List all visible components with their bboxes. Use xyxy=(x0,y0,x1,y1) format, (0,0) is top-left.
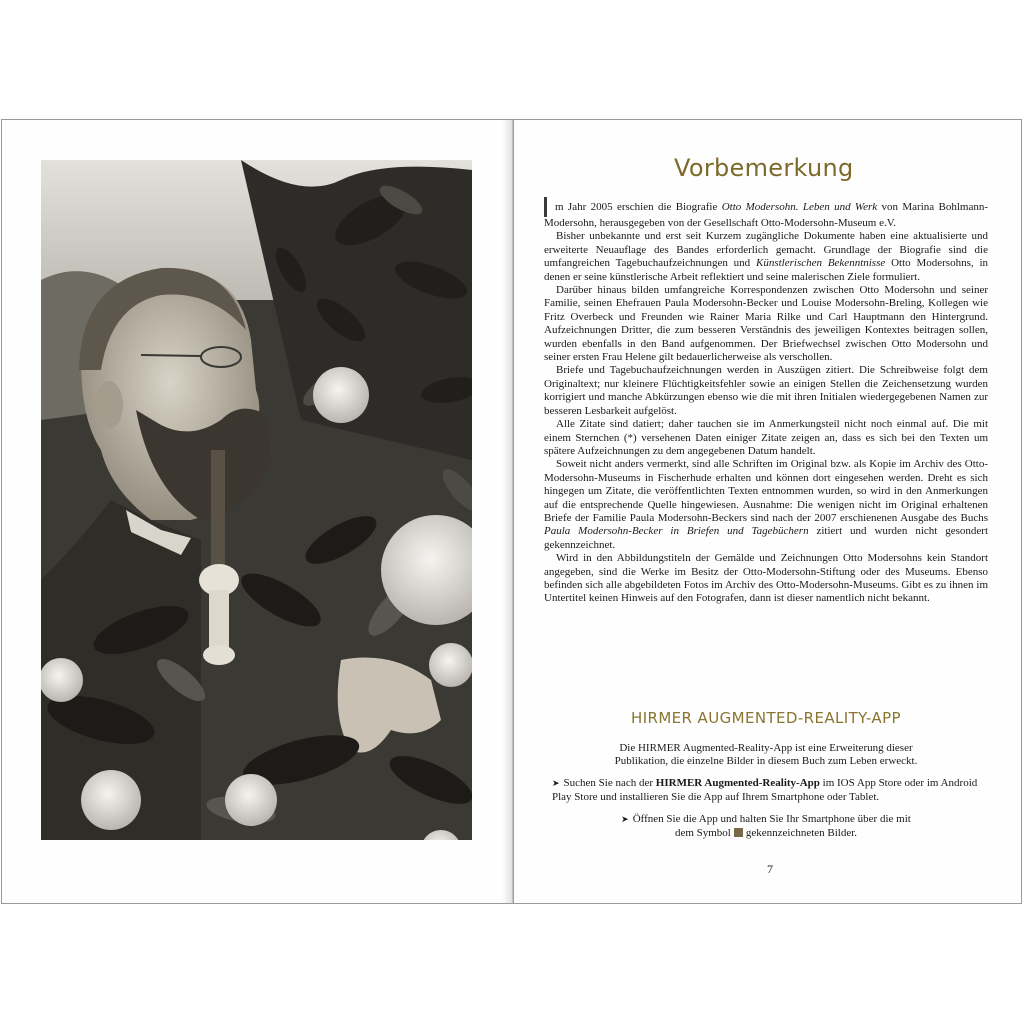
ar-app-heading: HIRMER AUGMENTED-REALITY-APP xyxy=(631,709,901,727)
dropcap-letter xyxy=(544,197,553,217)
paragraph-2: Bisher unbekannte und erst seit Kurzem zugängliche Dokumente haben eine aktualisierte und erweiterte Neuauflage des Bandes erforderlich gemacht. Grundlage der Biografie sind die umfangreichen Tagebuchaufzeichnungen und Künstlerischen Bekenntnisse Otto Modersohns, in denen er seine künstlerische Arbeit reflektiert und seine malerischen Ziele formuliert. xyxy=(544,230,988,283)
ar-app-section xyxy=(544,742,988,848)
work-title: Künstlerischen Bekenntnisse xyxy=(756,257,886,270)
right-page xyxy=(514,120,1021,903)
paragraph-6: Soweit nicht anders vermerkt, sind alle Schriften im Original bzw. als Kopie im Archiv des Otto-Modersohn-Museums in Fischerhude erhalten und können dort eingesehen werden. Dreht es sich hingegen um Zitate, die veröffentlichten Texten entnommen wurden, so wird in den Anmerkungen auf die entsprechende Quelle hingewiesen. Ausnahme: Die wenigen nicht im Original erhaltenen Briefe der Familie Paula Modersohn-Beckers sind nach der 2007 erschienenen Ausgabe des Buchs Paula Modersohn-Becker in Briefen und Tagebüchern zitiert und wurden nicht gesondert gekennzeichnet. xyxy=(544,458,989,551)
book-title: Otto Modersohn. Leben und Werk xyxy=(721,201,878,213)
paragraph-1: m Jahr 2005 erschien die Biografie Otto Modersohn. Leben und Werk von Marina Bohlmann-Modersohn, herausgegeben von der Gesellschaft Otto-Modersohn-Museum e.V. xyxy=(544,197,988,230)
ar-instruction-1: ➤ Suchen Sie nach der HIRMER Augmented-Reality-App im IOS App Store oder im Android Play Store und installieren Sie die App auf Ihrem Smartphone oder Tablet. xyxy=(552,776,978,804)
paragraph-4: Briefe und Tagebuchaufzeichnungen werden in Auszügen zitiert. Die Schreibweise folgt dem Originaltext; nur kleinere Flüchtigkeitsfehler sowie an einigen Stellen die Zeichensetzung wurden korrigiert und manche Abkürzungen ebenso wie die mit ihren Initialen wiedergegebenen Namen zur besseren Lesbarkeit aufgelöst. xyxy=(544,364,988,417)
ar-intro: Die HIRMER Augmented-Reality-App ist eine Erweiterung dieser Publikation, die einzelne Bilder in diesem Buch zum Leben erweckt. xyxy=(614,742,918,768)
book-title: Paula Modersohn-Becker in Briefen und Tagebüchern xyxy=(544,525,809,538)
page-heading: Vorbemerkung xyxy=(674,154,854,182)
app-name: HIRMER Augmented-Reality-App xyxy=(655,776,820,789)
page-number: 7 xyxy=(767,862,773,876)
paragraph-3: Darüber hinaus bilden umfangreiche Korrespondenzen zwischen Otto Modersohn und seiner Familie, seinen Ehefrauen Paula Modersohn-Becker und Louise Modersohn-Breling, Kollegen wie Fritz Overbeck und Freunden wie Rainer Maria Rilke und Carl Hauptmann den Hintergrund. Aufzeichnungen Dritter, die zum besseren Verständnis des jeweiligen Kontextes beitragen sollen, wurden ebenfalls in den Band aufgenommen. Der Briefwechsel zwischen Otto Modersohn und seiner ersten Frau Helene gilt bedauerlicherweise als verschollen. xyxy=(544,284,988,364)
left-page xyxy=(2,120,512,903)
arrow-icon: ➤ xyxy=(621,814,629,825)
portrait-photo-image xyxy=(41,160,472,840)
ar-instruction-2: ➤ Öffnen Sie die App und halten Sie Ihr Smartphone über die mit dem Symbol gekennzeichneten Bilder. xyxy=(621,812,911,840)
open-book-spread xyxy=(1,119,1022,904)
body-text xyxy=(544,197,988,606)
paragraph-5: Alle Zitate sind datiert; daher tauchen sie im Anmerkungsteil nicht noch einmal auf. Die mit einem Sternchen (*) versehenen Daten einiger Zitate zeigen an, dass es sich bei den Texten um spätere Aufzeichnungen zu dem angegebenen Datum handelt. xyxy=(544,418,988,457)
arrow-icon: ➤ xyxy=(552,778,560,789)
ar-symbol-icon xyxy=(734,828,743,837)
paragraph-7: Wird in den Abbildungstiteln der Gemälde und Zeichnungen Otto Modersohns kein Standort angegeben, sind die Werke im Besitz der Otto-Modersohn-Stiftung oder des Museums. Ebenso befinden sich alle abgebildeten Fotos im Archiv des Otto-Modersohn-Museums. Gibt es zu ihnen im Untertitel keinen Hinweis auf den Fotografen, dann ist dieser namentlich nicht bekannt. xyxy=(544,552,988,605)
portrait-photo xyxy=(41,160,472,840)
